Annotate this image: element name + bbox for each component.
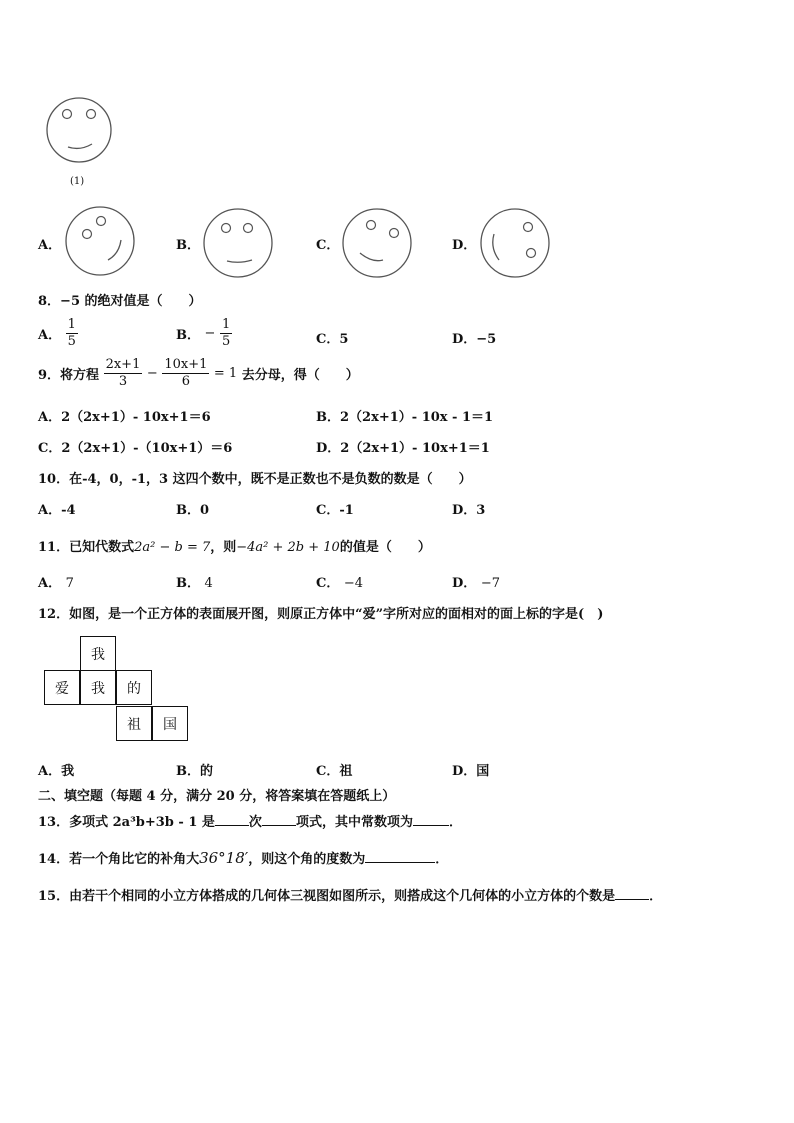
q13-part4: ．	[448, 815, 462, 830]
q11-c-label: C．	[316, 576, 340, 591]
q9-fraction-2	[162, 357, 209, 390]
net-cell-bottom-2: 国	[152, 706, 188, 741]
q8-stem: 8．−5 的绝对值是（ ）	[38, 294, 202, 309]
q10-option-a: A．-4	[38, 503, 76, 518]
face-option-b	[203, 208, 275, 280]
q9-prefix: 9．将方程	[38, 368, 100, 383]
q10-option-d: D．3	[452, 503, 486, 518]
figure-caption: (1)	[70, 176, 85, 187]
q13-blank-3[interactable]	[413, 813, 449, 826]
q8-option-d: D．−5	[452, 332, 497, 347]
q11-d-value: −7	[480, 576, 500, 591]
q9-fraction-1	[104, 357, 143, 390]
cube-net-figure	[44, 636, 194, 746]
q11-suffix: 的值是（ ）	[339, 540, 431, 555]
q8-option-a	[38, 317, 78, 350]
option-a-label: A．	[38, 238, 62, 253]
q13	[38, 811, 462, 830]
q10-option-c: C．-1	[316, 503, 354, 518]
q15-part1: 15．由若干个相同的小立方体搭成的几何体三视图如图所示，则搭成这个几何体的小立方体的个数是	[38, 889, 616, 904]
net-cell-bottom-1: 祖	[116, 706, 152, 741]
q15-part2: ．	[649, 889, 663, 904]
net-cell-right: 的	[116, 670, 152, 705]
q9-frac2-num: 10x+1	[164, 357, 208, 372]
q8-option-c: C．5	[316, 332, 349, 347]
q13-blank-2[interactable]	[262, 813, 296, 826]
face-option-c	[342, 208, 414, 280]
face-option-a	[65, 206, 137, 278]
q13-blank-1[interactable]	[215, 813, 249, 826]
q11-option-d	[452, 572, 500, 591]
q11-prefix: 11．已知代数式	[38, 540, 135, 555]
q15	[38, 885, 662, 904]
q11-d-label: D．	[452, 576, 477, 591]
q14-angle: 36°18′	[199, 849, 249, 867]
q12-option-d: D．国	[452, 764, 490, 779]
q14-part3: ．	[435, 852, 449, 867]
q9-option-a: A．2（2x+1）- 10x+1＝6	[38, 410, 211, 425]
q13-part2: 次	[248, 815, 262, 830]
q15-blank[interactable]	[615, 887, 649, 900]
q9-option-c: C．2（2x+1）-（10x+1）＝6	[38, 441, 233, 456]
q8-a-denominator: 5	[67, 334, 76, 349]
q14	[38, 848, 448, 867]
q12-option-b: B．的	[176, 764, 213, 779]
q8-option-b	[176, 317, 232, 350]
q11-b-label: B．	[176, 576, 200, 591]
q8-a-numerator: 1	[67, 317, 76, 332]
option-c-label: C．	[316, 238, 340, 253]
q11-c-value: −4	[343, 576, 364, 591]
q14-blank[interactable]	[365, 850, 435, 863]
q8-b-label: B．	[176, 328, 200, 343]
q9-stem	[38, 357, 359, 390]
q13-part1: 13．多项式 2a³b+3b - 1 是	[38, 815, 215, 830]
q14-part1: 14．若一个角比它的补角大	[38, 852, 200, 867]
q11-a-value: 7	[65, 576, 74, 591]
q10-option-b: B．0	[176, 503, 210, 518]
q8-b-denominator: 5	[221, 334, 231, 349]
q9-frac1-den: 3	[118, 374, 128, 389]
q9-suffix: 去分母，得（ ）	[241, 368, 359, 383]
q11-option-c	[316, 572, 363, 591]
q11-expr2: −4a² + 2b + 10	[236, 540, 340, 555]
q9-frac2-den: 6	[181, 374, 190, 389]
net-cell-middle: 我	[80, 670, 116, 705]
q11-option-b	[176, 572, 213, 591]
q11-expr1: 2a² − b = 7	[134, 540, 211, 555]
q11-option-a	[38, 572, 74, 591]
section-2-title: 二、填空题（每题 4 分，满分 20 分，将答案填在答题纸上）	[38, 789, 396, 804]
q11-stem	[38, 536, 431, 555]
q8-b-fraction	[220, 317, 232, 350]
q11-middle: ，则	[210, 540, 237, 555]
q11-b-value: 4	[204, 576, 213, 591]
option-d-label: D．	[452, 238, 477, 253]
q13-part3: 项式，其中常数项为	[295, 815, 413, 830]
q12-stem: 12．如图，是一个正方体的表面展开图，则原正方体中“爱”字所对应的面相对的面上标的字是( )	[38, 607, 604, 622]
q14-part2: ，则这个角的度数为	[248, 852, 366, 867]
q12-option-a: A．我	[38, 764, 75, 779]
q9-minus: −	[146, 366, 158, 381]
q9-option-b: B．2（2x+1）- 10x - 1＝1	[316, 410, 494, 425]
q11-a-label: A．	[38, 576, 62, 591]
option-b-label: B．	[176, 238, 200, 253]
q8-b-sign: −	[204, 326, 216, 341]
q9-frac1-num: 2x+1	[105, 357, 141, 372]
q9-equals: = 1	[213, 366, 238, 381]
net-cell-left: 爱	[44, 670, 80, 705]
q9-option-d: D．2（2x+1）- 10x+1＝1	[316, 441, 490, 456]
q8-a-fraction	[66, 317, 78, 350]
face-figure-1	[44, 95, 116, 167]
face-option-d	[480, 208, 552, 280]
q10-stem: 10．在-4，0，-1，3 这四个数中，既不是正数也不是负数的数是（ ）	[38, 472, 472, 487]
q8-b-numerator: 1	[221, 317, 231, 332]
q8-a-label: A．	[38, 328, 62, 343]
net-cell-top: 我	[80, 636, 116, 671]
q12-option-c: C．祖	[316, 764, 353, 779]
